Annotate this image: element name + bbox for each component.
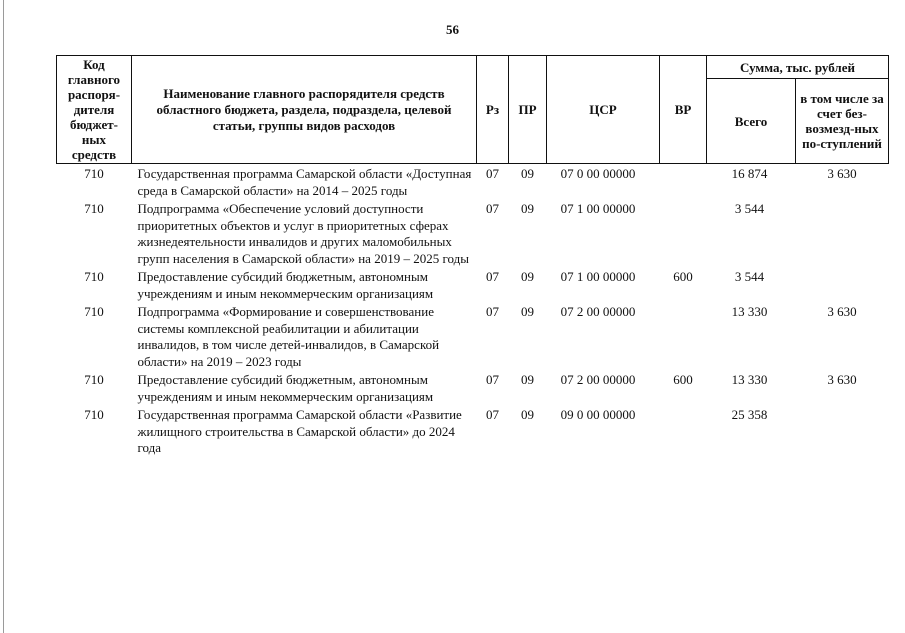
cell-pr: 09	[521, 407, 534, 422]
cell-free: 3 630	[827, 304, 857, 319]
cell-code: 710	[84, 201, 104, 216]
cell-total: 13 330	[731, 304, 768, 319]
cell-pr: 09	[521, 166, 534, 181]
header-csr: ЦСР	[547, 56, 660, 164]
cell-csr: 09 0 00 00000	[560, 407, 636, 422]
table-row	[57, 200, 889, 268]
cell-pr: 09	[521, 372, 534, 387]
cell-free	[796, 406, 889, 458]
header-rz: Рз	[477, 56, 509, 164]
cell-csr: 07 1 00 00000	[560, 269, 636, 284]
cell-vr	[660, 164, 707, 201]
cell-name: Государственная программа Самарской области «Развитие жилищного строительства в Самарской области» до 2024 года	[137, 407, 462, 455]
cell-name: Предоставление субсидий бюджетным, автономным учреждениям и иным некоммерческим организациям	[137, 372, 434, 404]
cell-free	[796, 200, 889, 268]
cell-name: Подпрограмма «Обеспечение условий доступности приоритетных объектов и услуг в приоритетных сферах жизнедеятельности инвалидов и других маломобильных групп населения в Самарской области» на 2019 – 2025 годы	[137, 201, 469, 266]
header-free: в том числе за счет без-возмезд-ных по-ступлений	[796, 79, 889, 164]
cell-free	[796, 268, 889, 303]
table-header	[57, 56, 889, 164]
cell-code: 710	[84, 407, 104, 422]
cell-pr: 09	[521, 201, 534, 216]
cell-name: Подпрограмма «Формирование и совершенствование системы комплексной реабилитации и абилитации инвалидов, в том числе детей-инвалидов, в Самарской области» на 2019 – 2023 годы	[137, 304, 440, 369]
cell-total: 16 874	[731, 166, 768, 181]
cell-rz: 07	[486, 407, 499, 422]
cell-rz: 07	[486, 269, 499, 284]
scan-edge-line	[3, 0, 4, 633]
cell-name: Государственная программа Самарской области «Доступная среда в Самарской области» на 2014 – 2025 годы	[137, 166, 472, 198]
cell-csr: 07 1 00 00000	[560, 201, 636, 216]
table-row	[57, 371, 889, 406]
budget-table	[56, 55, 889, 458]
cell-code: 710	[84, 304, 104, 319]
cell-total: 3 544	[734, 201, 765, 216]
page-number: 56	[446, 22, 459, 37]
header-code: Код главного распоря-дителя бюджет-ных средств	[57, 56, 132, 164]
cell-free: 3 630	[827, 166, 857, 181]
cell-vr	[660, 303, 707, 371]
cell-total: 3 544	[734, 269, 765, 284]
cell-free: 3 630	[827, 372, 857, 387]
header-sum-group: Сумма, тыс. рублей	[707, 56, 889, 79]
cell-pr: 09	[521, 269, 534, 284]
cell-vr: 600	[673, 372, 693, 387]
table-row	[57, 268, 889, 303]
header-pr: ПР	[509, 56, 547, 164]
cell-csr: 07 2 00 00000	[560, 304, 636, 319]
table-row	[57, 303, 889, 371]
header-name: Наименование главного распорядителя средств областного бюджета, раздела, подраздела, целевой статьи, группы видов расходов	[132, 56, 477, 164]
header-vr: ВР	[660, 56, 707, 164]
cell-code: 710	[84, 372, 104, 387]
cell-rz: 07	[486, 304, 499, 319]
cell-code: 710	[84, 269, 104, 284]
cell-rz: 07	[486, 166, 499, 181]
table-row	[57, 164, 889, 201]
cell-vr	[660, 406, 707, 458]
cell-csr: 07 0 00 00000	[560, 166, 636, 181]
cell-pr: 09	[521, 304, 534, 319]
cell-vr: 600	[673, 269, 693, 284]
table-body	[57, 164, 889, 458]
table-row	[57, 406, 889, 458]
cell-total: 13 330	[731, 372, 768, 387]
cell-rz: 07	[486, 201, 499, 216]
cell-code: 710	[84, 166, 104, 181]
cell-name: Предоставление субсидий бюджетным, автономным учреждениям и иным некоммерческим организациям	[137, 269, 434, 301]
cell-total: 25 358	[731, 407, 768, 422]
cell-rz: 07	[486, 372, 499, 387]
cell-csr: 07 2 00 00000	[560, 372, 636, 387]
header-total: Всего	[707, 79, 796, 164]
cell-vr	[660, 200, 707, 268]
